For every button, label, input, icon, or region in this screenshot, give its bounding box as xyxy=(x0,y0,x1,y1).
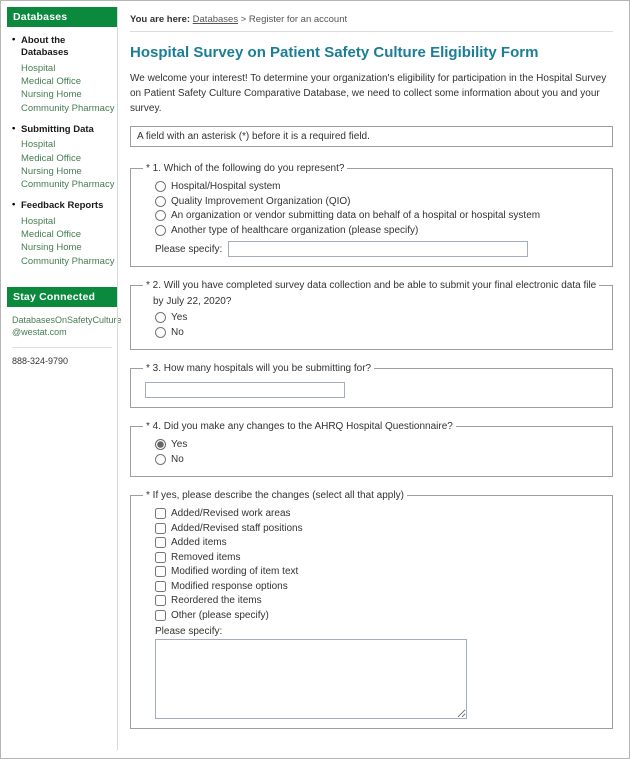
question-2-legend-line2: by July 22, 2020? xyxy=(153,296,232,307)
sidebar-section-about xyxy=(12,35,115,115)
page-title: Hospital Survey on Patient Safety Culture Eligibility Form xyxy=(130,44,539,61)
q5-option-label: Added/Revised work areas xyxy=(171,508,291,519)
q1-radio-qio[interactable] xyxy=(155,196,166,207)
q5-option-label: Added/Revised staff positions xyxy=(171,522,303,534)
q2-radio-yes[interactable] xyxy=(155,312,166,323)
q5-specify-textarea[interactable] xyxy=(155,639,467,719)
sidebar-nav xyxy=(7,27,117,287)
q5-checkbox-other[interactable] xyxy=(155,610,166,621)
breadcrumb-link-databases[interactable]: Databases xyxy=(192,14,239,25)
q5-option-label: Modified response options xyxy=(171,580,288,592)
breadcrumb-prefix: You are here: xyxy=(130,14,191,25)
intro-text: We welcome your interest! To determine your organization's eligibility for participation in the Hospital Survey on Patient Safety Culture Comparative Database, we need to collect some information about you and your survey. xyxy=(130,73,607,114)
q4-option-yes[interactable] xyxy=(155,438,602,452)
q1-option-vendor[interactable] xyxy=(155,209,602,223)
question-2-fieldset xyxy=(130,280,613,350)
q5-option-label: Reordered the items xyxy=(171,595,262,606)
q5-option-label: Modified wording of item text xyxy=(171,566,299,577)
sidebar-section-title: • Feedback Reports xyxy=(12,200,115,212)
question-1-legend: * 1. Which of the following do you represent? xyxy=(146,163,345,174)
q5-checkbox-work-areas[interactable] xyxy=(155,508,166,519)
breadcrumb-separator: > xyxy=(240,14,247,25)
q1-option-label: Hospital/Hospital system xyxy=(171,181,281,192)
sidebar-item-submitting-hospital[interactable]: Hospital xyxy=(21,139,56,151)
sidebar xyxy=(7,7,122,750)
contact-email-link[interactable] xyxy=(12,314,122,338)
q1-specify-input[interactable] xyxy=(228,241,528,257)
sidebar-item-submitting-medical-office[interactable]: Medical Office xyxy=(21,152,82,164)
sidebar-item-feedback-community-pharmacy[interactable]: Community Pharmacy xyxy=(21,255,115,267)
q1-option-label: An organization or vendor submitting data on behalf of a hospital or hospital system xyxy=(171,210,541,221)
q5-checkbox-modified-responses[interactable] xyxy=(155,581,166,592)
sidebar-item-about-community-pharmacy[interactable]: Community Pharmacy xyxy=(21,102,115,114)
q1-radio-hospital[interactable] xyxy=(155,181,166,192)
sidebar-header-stay-connected: Stay Connected xyxy=(7,287,117,307)
question-3-legend: * 3. How many hospitals will you be submitting for? xyxy=(146,363,372,374)
q5-checkbox-reordered[interactable] xyxy=(155,595,166,606)
q5-option-removed-items[interactable] xyxy=(155,551,602,565)
question-4-fieldset xyxy=(130,421,613,477)
q5-option-work-areas[interactable] xyxy=(155,507,602,521)
q5-option-label: Added items xyxy=(171,537,227,548)
contact-email-line2: @westat.com xyxy=(12,327,67,338)
sidebar-item-submitting-community-pharmacy[interactable]: Community Pharmacy xyxy=(21,179,115,191)
q5-option-other[interactable] xyxy=(155,609,602,623)
q5-option-modified-wording[interactable] xyxy=(155,565,602,579)
question-3-fieldset xyxy=(130,363,613,408)
q1-specify-row xyxy=(155,241,602,257)
q4-option-label: No xyxy=(171,453,184,465)
q5-checkbox-added-items[interactable] xyxy=(155,537,166,548)
q4-radio-yes[interactable] xyxy=(155,439,166,450)
q5-option-label: Removed items xyxy=(171,551,241,563)
q1-option-label: Quality Improvement Organization (QIO) xyxy=(171,195,351,207)
q5-checkbox-staff-positions[interactable] xyxy=(155,523,166,534)
sidebar-item-submitting-nursing-home[interactable]: Nursing Home xyxy=(21,165,82,177)
q5-option-reordered[interactable] xyxy=(155,594,602,608)
q5-option-added-items[interactable] xyxy=(155,536,602,550)
q2-option-label: No xyxy=(171,326,184,338)
question-1-fieldset xyxy=(130,163,613,267)
q5-specify-label: Please specify: xyxy=(155,626,223,637)
sidebar-item-feedback-hospital[interactable]: Hospital xyxy=(21,215,56,227)
q4-radio-no[interactable] xyxy=(155,454,166,465)
q1-option-qio[interactable] xyxy=(155,195,602,209)
q5-option-modified-responses[interactable] xyxy=(155,580,602,594)
q5-checkbox-removed-items[interactable] xyxy=(155,552,166,563)
sidebar-section-submitting xyxy=(12,124,115,192)
q1-specify-label: Please specify: xyxy=(155,243,223,255)
q4-option-label: Yes xyxy=(171,439,188,450)
breadcrumb xyxy=(130,11,613,32)
sidebar-section-title: • Submitting Data xyxy=(12,124,115,136)
question-5-legend: * If yes, please describe the changes (select all that apply) xyxy=(146,490,404,501)
sidebar-item-about-hospital[interactable]: Hospital xyxy=(21,62,56,74)
q1-option-other[interactable] xyxy=(155,224,602,238)
sidebar-section-feedback xyxy=(12,200,115,268)
q4-option-no[interactable] xyxy=(155,453,602,467)
q1-option-hospital[interactable] xyxy=(155,180,602,194)
q1-radio-vendor[interactable] xyxy=(155,210,166,221)
q5-checkbox-modified-wording[interactable] xyxy=(155,566,166,577)
sidebar-item-about-medical-office[interactable]: Medical Office xyxy=(21,75,82,87)
question-5-fieldset xyxy=(130,490,613,729)
sidebar-contact xyxy=(7,307,122,374)
sidebar-item-about-nursing-home[interactable]: Nursing Home xyxy=(21,89,82,101)
q1-option-label: Another type of healthcare organization (please specify) xyxy=(171,224,419,236)
contact-email-line1: DatabasesOnSafetyCulture xyxy=(12,314,122,325)
main-content xyxy=(117,7,623,750)
q5-option-staff-positions[interactable] xyxy=(155,522,602,536)
sidebar-item-feedback-medical-office[interactable]: Medical Office xyxy=(21,229,82,241)
question-2-legend: * 2. Will you have completed survey data collection and be able to submit your final electronic data file xyxy=(146,280,597,291)
q1-radio-other[interactable] xyxy=(155,225,166,236)
contact-phone: 888-324-9790 xyxy=(12,347,112,367)
sidebar-section-title: • About the Databases xyxy=(12,35,115,60)
q2-option-yes[interactable] xyxy=(155,311,602,325)
q3-hospital-count-input[interactable] xyxy=(145,382,345,398)
question-4-legend: * 4. Did you make any changes to the AHRQ Hospital Questionnaire? xyxy=(146,421,453,432)
sidebar-header-databases: Databases xyxy=(7,7,117,27)
q2-radio-no[interactable] xyxy=(155,327,166,338)
required-field-note: A field with an asterisk (*) before it is a required field. xyxy=(130,126,613,147)
q5-option-label: Other (please specify) xyxy=(171,609,269,621)
q2-option-no[interactable] xyxy=(155,326,602,340)
breadcrumb-current: Register for an account xyxy=(248,14,348,25)
q2-option-label: Yes xyxy=(171,312,188,323)
sidebar-item-feedback-nursing-home[interactable]: Nursing Home xyxy=(21,242,82,254)
